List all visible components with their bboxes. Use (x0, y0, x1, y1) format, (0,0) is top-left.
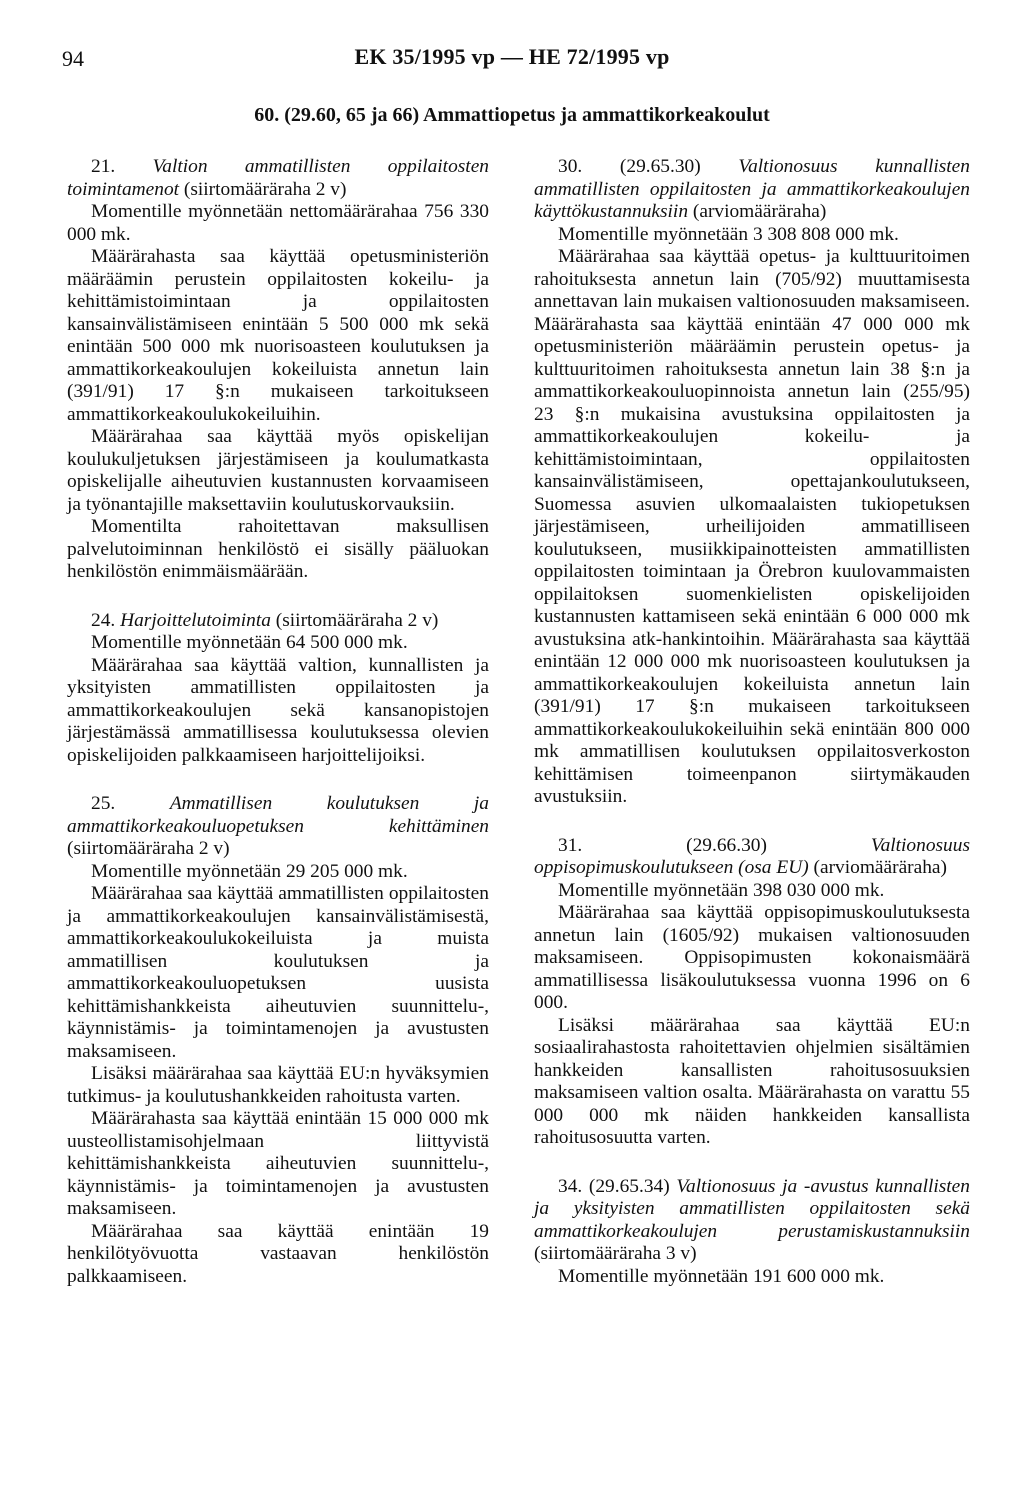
item-title: Harjoittelutoiminta (120, 609, 271, 631)
budget-item (534, 1176, 970, 1289)
item-paragraph: Momentille myönnetään 191 600 000 mk. (558, 1265, 885, 1287)
item-paragraph: Momentilta rahoitettavan maksullisen palvelutoiminnan henkilöstö ei sisälly pääluokan henkilöstön enimmäismäärään. (67, 516, 489, 582)
item-paragraph: Määrärahaa saa käyttää valtion, kunnallisten ja yksityisten ammatillisten oppilaitosten ja ammattikorkeakoulujen sekä kansanopistojen järjestämässä ammatillisessa koulutuksessa olevien opiskelijoiden palkkaamiseen harjoittelijoiksi. (67, 654, 489, 766)
item-title: Valtionosuus oppisopimuskoulutukseen (osa EU) (534, 834, 970, 878)
item-paragraph: Momentille myönnetään nettomäärärahaa 756 330 000 mk. (67, 201, 489, 245)
item-appropriation-type: (siirtomääräraha 3 v) (534, 1243, 697, 1264)
item-paragraph: Momentille myönnetään 64 500 000 mk. (91, 632, 408, 653)
budget-item (67, 610, 489, 768)
item-paragraph: Määrärahaa saa käyttää ammatillisten oppilaitosten ja ammattikorkeakoulujen kansainvälistämisestä, ammattikorkeakoulukokeiluista ja muista ammatillisen koulutuksen ja ammattikorkeakouluopetuksen uusista kehittämishankkeista aiheutuvien suunnittelu-, käynnistämis- ja toimintamenojen ja avustusten maksamiseen. (67, 883, 489, 1062)
budget-item (67, 793, 489, 1288)
item-heading (67, 156, 489, 201)
section-heading: 60. (29.60, 65 ja 66) Ammattiopetus ja ammattikorkeakoulut (254, 104, 770, 126)
item-number: 21. (91, 156, 116, 177)
item-paragraph: Määrärahasta saa käyttää enintään 15 000 000 mk uusteollistamisohjelmaan liittyvistä kehittämishankkeista aiheutuvien suunnittelu-, käynnistämis- ja toimintamenojen ja avustusten maksamiseen. (67, 1108, 489, 1219)
item-heading (67, 793, 489, 861)
item-paragraph: Lisäksi määrärahaa saa käyttää EU:n sosiaalirahastosta rahoitettavien ohjelmien sisältämien hankkeiden kansallisten rahoitusosuuksien maksamiseen valtion osalta. Määrärahasta on varattu 55 000 000 mk näiden hankkeiden kansallista rahoitusosuutta varten. (534, 1014, 970, 1148)
running-header: EK 35/1995 vp — HE 72/1995 vp (354, 44, 670, 69)
item-number: 34. (29.65.34) (558, 1175, 670, 1197)
item-paragraph: Momentille myönnetään 3 308 808 000 mk. (558, 223, 899, 245)
item-paragraph: Momentille myönnetään 29 205 000 mk. (91, 860, 408, 882)
item-heading (534, 1176, 970, 1266)
item-paragraph: Momentille myönnetään 398 030 000 mk. (558, 879, 885, 901)
item-number: 25. (91, 793, 116, 814)
item-paragraph: Määrärahaa saa käyttää oppisopimuskoulutuksesta annetun lain (1605/92) mukaisen valtionosuuden maksamiseen. Oppisopimusten kokonaismäärä ammatillisessa lisäkoulutuksessa vuonna 1996 on 6 000. (534, 902, 970, 1013)
item-paragraph: Lisäksi määrärahaa saa käyttää EU:n hyväksymien tutkimus- ja koulutushankkeiden rahoitusta varten. (67, 1063, 489, 1107)
item-appropriation-type: (siirtomääräraha 2 v) (67, 838, 230, 859)
item-paragraph: Määrärahaa saa käyttää enintään 19 henkilötyövuotta vastaavan henkilöstön palkkaamiseen. (67, 1220, 489, 1287)
item-appropriation-type: (arviomääräraha) (808, 857, 948, 878)
item-appropriation-type: (siirtomääräraha 2 v) (270, 609, 439, 631)
item-title: Valtionosuus kunnallisten ammatillisten oppilaitosten ja ammattikorkeakoulujen käyttökustannuksiin (534, 156, 970, 222)
item-heading (534, 156, 970, 224)
left-column (67, 156, 489, 1314)
item-appropriation-type: (siirtomääräraha 2 v) (179, 178, 347, 200)
budget-item (67, 156, 489, 584)
item-paragraph: Määrärahaa saa käyttää myös opiskelijan koulukuljetuksen järjestämiseen ja koulumatkasta opiskelijalle aiheutuvien kustannusten korvaamiseen ja työnantajille maksettaviin koulutuskorvauksiin. (67, 426, 489, 515)
budget-item (534, 156, 970, 809)
item-title: Valtionosuus ja -avustus kunnallisten ja yksityisten ammatillisten oppilaitosten sekä ammattikorkeakoulujen perustamiskustannuksiin (534, 1175, 970, 1242)
item-heading (67, 610, 489, 633)
item-number: 31. (29.66.30) (558, 834, 767, 856)
item-number: 30. (29.65.30) (558, 156, 701, 177)
page-number: 94 (62, 46, 84, 71)
right-column (534, 156, 970, 1314)
item-title: Valtion ammatillisten oppilaitosten toimintamenot (67, 156, 489, 200)
budget-item (534, 835, 970, 1150)
item-heading (534, 835, 970, 880)
item-title: Ammatillisen koulutuksen ja ammattikorkeakouluopetuksen kehittäminen (67, 793, 489, 837)
item-paragraph: Määrärahasta saa käyttää opetusministeriön määräämin perustein oppilaitosten kokeilu- ja kehittämistoimintaan ja oppilaitosten kansainvälistämiseen enintään 5 500 000 mk sekä enintään 500 000 mk nuorisoasteen koulutuksen ja ammattikorkeakoulujen kokeiluista annetun lain (391/91) 17 §:n mukaiseen tarkoitukseen ammattikorkeakoulukokeiluihin. (67, 246, 489, 425)
item-paragraph: Määrärahaa saa käyttää opetus- ja kulttuuritoimen rahoituksesta annetun lain (705/92) muuttamisesta annettavan lain mukaisen valtionosuuden maksamiseen. Määrärahasta saa käyttää enintään 47 000 000 mk opetusministeriön määräämin perustein opetus- ja kulttuuritoimen rahoituksesta annetun lain 38 §:n ja ammattikorkeakouluopinnoista annetun lain (255/95) 23 §:n mukaisina avustuksina oppilaitosten ja ammattikorkeakoulujen kokeilu- ja kehittämistoimintaan, oppilaitosten kansainvälistämiseen, opettajankoulutukseen, Suomessa asuvien ulkomaalaisten tukiopetuksen järjestämiseen, urheilijoiden ammatilliseen koulutukseen, musiikkipainotteisten ammatillisten oppilaitosten toimintaan ja Örebron kuulovammaisten oppilaitoksen suomenkielisten opiskelijoiden kustannusten kattamiseen sekä enintään 6 000 000 mk avustuksina atk-hankintoihin. Määrärahasta saa käyttää enintään 12 000 000 mk nuorisoasteen koulutuksen ja ammattikorkeakoulujen kokeiluista annetun lain (391/91) 17 §:n mukaiseen tarkoitukseen ammattikorkeakoulukokeiluihin sekä enintään 800 000 mk ammatillisen koulutuksen oppilaitosverkoston kehittämisen toimeenpanon siirtymäkauden avustuksiin. (534, 246, 970, 807)
item-number: 24. (91, 609, 116, 631)
item-appropriation-type: (arviomääräraha) (688, 201, 827, 222)
